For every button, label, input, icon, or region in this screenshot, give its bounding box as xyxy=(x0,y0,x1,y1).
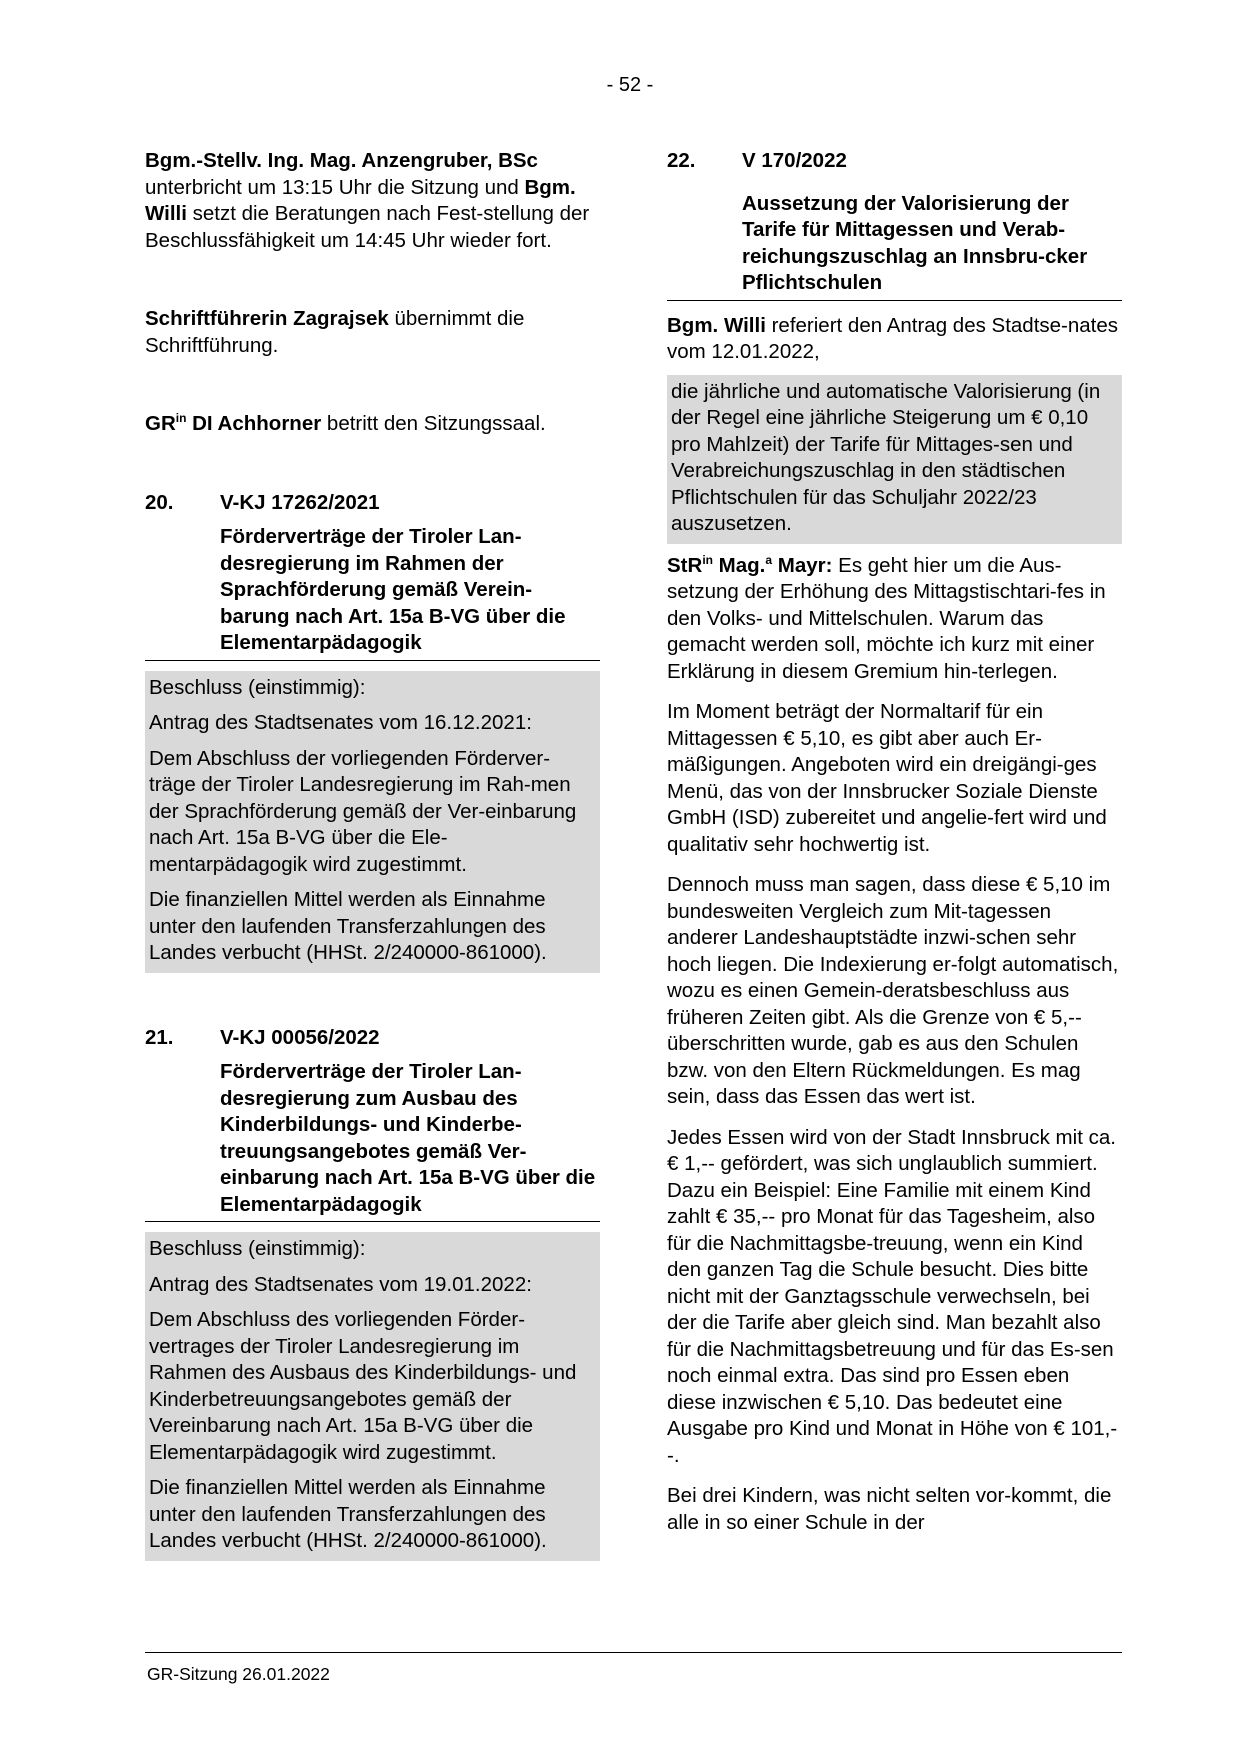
speaker-anzengruber: Bgm.-Stellv. Ing. Mag. Anzengruber, BSc xyxy=(145,149,538,172)
item-20-heading xyxy=(145,490,600,517)
paragraph-tariff: Im Moment beträgt der Normaltarif für ein Mittagessen € 5,10, es gibt aber auch Er-mäßigungen. Angeboten wird ein dreigängi-ges Menü, das von der Innsbrucker Soziale Dienste GmbH (ISD) zubereitet und angelie-fert wird und qualitativ sehr hochwertig ist. xyxy=(667,700,1107,856)
page-number: - 52 - xyxy=(606,74,654,96)
motion-label: Antrag des Stadtsenates vom 16.12.2021: xyxy=(149,711,532,734)
item-21-resolution xyxy=(145,1232,600,1561)
secretary-name: Schriftführerin Zagrajsek xyxy=(145,307,389,330)
speaker-mayr: Mayr: xyxy=(772,553,833,577)
item-22-motion xyxy=(667,375,1122,544)
paragraph-session-break xyxy=(145,148,600,254)
title-str: StR xyxy=(667,553,703,577)
paragraph-text: unterbricht um 13:15 Uhr die Sitzung und xyxy=(145,175,525,199)
item-20-resolution xyxy=(145,671,600,973)
paragraph-achhorner xyxy=(145,411,600,438)
item-20-title: Förderverträge der Tiroler Lan-desregierung im Rahmen der Sprachförderung gemäß Verein-barung nach Art. 15a B-VG über die Elementarpädagogik xyxy=(145,524,600,661)
paragraph-secretary xyxy=(145,306,600,359)
funding-note: Die finanziellen Mittel werden als Einnahme unter den laufenden Transferzahlungen des Landes verbucht (HHSt. 2/240000-861000). xyxy=(149,1476,547,1552)
title-mag: Mag. xyxy=(712,553,766,577)
item-21-title: Förderverträge der Tiroler Lan-desregierung zum Ausbau des Kinderbildungs- und Kinderbe-treuungsangebotes gemäß Ver-einbarung nach Art. 15a B-VG über die Elementarpädagogik xyxy=(145,1059,600,1222)
paragraph-comparison: Dennoch muss man sagen, dass diese € 5,10 im bundesweiten Vergleich zum Mit-tagessen anderer Landeshauptstädte inzwi-schen sehr hoch liegen. Die Indexierung er-folgt automatisch, wozu es einen Gemein-deratsbeschluss aus früheren Zeiten gibt. Als die Grenze von € 5,-- überschritten wurde, gab es aus den Schulen bzw. von den Eltern Rückmeldungen. Es mag sein, dass das Essen das wert ist. xyxy=(667,873,1119,1108)
paragraph-text: referiert den Antrag des Stadtse-nates vom 12.01.2022, xyxy=(667,313,1119,363)
item-22-heading xyxy=(667,148,1122,175)
paragraph-three-children: Bei drei Kindern, was nicht selten vor-kommt, die alle in so einer Schule in der xyxy=(667,1484,1112,1534)
motion-text: die jährliche und automatische Valorisierung (in der Regel eine jährliche Steigerung um € 0,10 pro Mahlzeit) der Tarife für Mittages-sen und Verabreichungszuschlag in den städtischen Pflichtschulen für das Schuljahr 2022/23 auszusetzen. xyxy=(671,379,1101,535)
right-column xyxy=(667,148,1122,1536)
item-code: V 170/2022 xyxy=(742,149,847,172)
item-number: 21. xyxy=(145,1025,174,1049)
item-code: V-KJ 17262/2021 xyxy=(220,490,380,514)
footer-session-date: GR-Sitzung 26.01.2022 xyxy=(147,1664,330,1684)
mag-superscript: a xyxy=(765,552,773,567)
paragraph-mayr xyxy=(667,553,1122,686)
item-number: 20. xyxy=(145,490,174,514)
item-21-heading xyxy=(145,1025,600,1052)
item-code: V-KJ 00056/2022 xyxy=(220,1025,380,1049)
speaker-willi: Bgm. Willi xyxy=(667,313,766,337)
decision-label: Beschluss (einstimmig): xyxy=(149,1237,366,1260)
speaker-willi: Bgm. Willi xyxy=(145,175,576,225)
paragraph-text: übernimmt die Schriftführung. xyxy=(145,307,525,357)
paragraph-text: setzt die Beratungen nach Fest-stellung der Beschlussfähigkeit um 14:45 Uhr wieder fort. xyxy=(145,202,590,252)
item-22-title: Aussetzung der Valorisierung der Tarife für Mittagessen und Verab-reichungszuschlag an Innsbru-cker Pflichtschulen xyxy=(667,191,1122,301)
left-column xyxy=(145,148,600,1561)
str-superscript: in xyxy=(702,552,713,567)
resolution-body: Dem Abschluss der vorliegenden Förderver-träge der Tiroler Landesregierung im Rah-men der Sprachförderung gemäß der Ver-einbarung nach Art. 15a B-VG über die Ele-mentarpädagogik wird zugestimmt. xyxy=(149,746,577,876)
motion-label: Antrag des Stadtsenates vom 19.01.2022: xyxy=(149,1272,532,1296)
paragraph-intro xyxy=(667,313,1122,366)
paragraph-text: betritt den Sitzungssaal. xyxy=(321,412,546,435)
gr-abbrev: GR xyxy=(145,412,176,435)
funding-note: Die finanziellen Mittel werden als Einnahme unter den laufenden Transferzahlungen des Landes verbucht (HHSt. 2/240000-861000). xyxy=(149,888,547,964)
decision-label: Beschluss (einstimmig): xyxy=(149,675,366,699)
resolution-body: Dem Abschluss des vorliegenden Förder-vertrages der Tiroler Landesregierung im Rahmen des Ausbaus des Kinderbildungs- und Kinderbetreuungsangebotes gemäß der Vereinbarung nach Art. 15a B-VG über die Elementarpädagogik wird zugestimmt. xyxy=(149,1308,577,1464)
item-number: 22. xyxy=(667,149,696,172)
member-name: DI Achhorner xyxy=(186,412,322,435)
gr-superscript: in xyxy=(175,411,187,425)
footer-rule xyxy=(145,1652,1122,1653)
paragraph-text: Es geht hier um die Aus-setzung der Erhöhung des Mittagstischtari-fes in den Volks- und Mittelschulen. Warum das gemacht werden soll, möchte ich kurz mit einer Erklärung in diesem Gremium hin-terlegen. xyxy=(667,553,1106,683)
paragraph-subsidy: Jedes Essen wird von der Stadt Innsbruck mit ca. € 1,-- gefördert, was sich unglaublich summiert. Dazu ein Beispiel: Eine Familie mit einem Kind zahlt € 35,-- pro Monat für das Tagesheim, also für die Nachmittagsbe-treuung, wenn ein Kind den ganzen Tag die Schule besucht. Dies bitte nicht mit der Ganztagsschule verwechseln, bei der die Tarife aber gleich sind. Man bezahlt also für die Nachmittagsbetreuung und für das Es-sen noch einmal extra. Das sind pro Essen eben diese inzwischen € 5,10. Das bedeutet eine Ausgabe pro Kind und Monat in Höhe von € 101,--. xyxy=(667,1125,1118,1467)
